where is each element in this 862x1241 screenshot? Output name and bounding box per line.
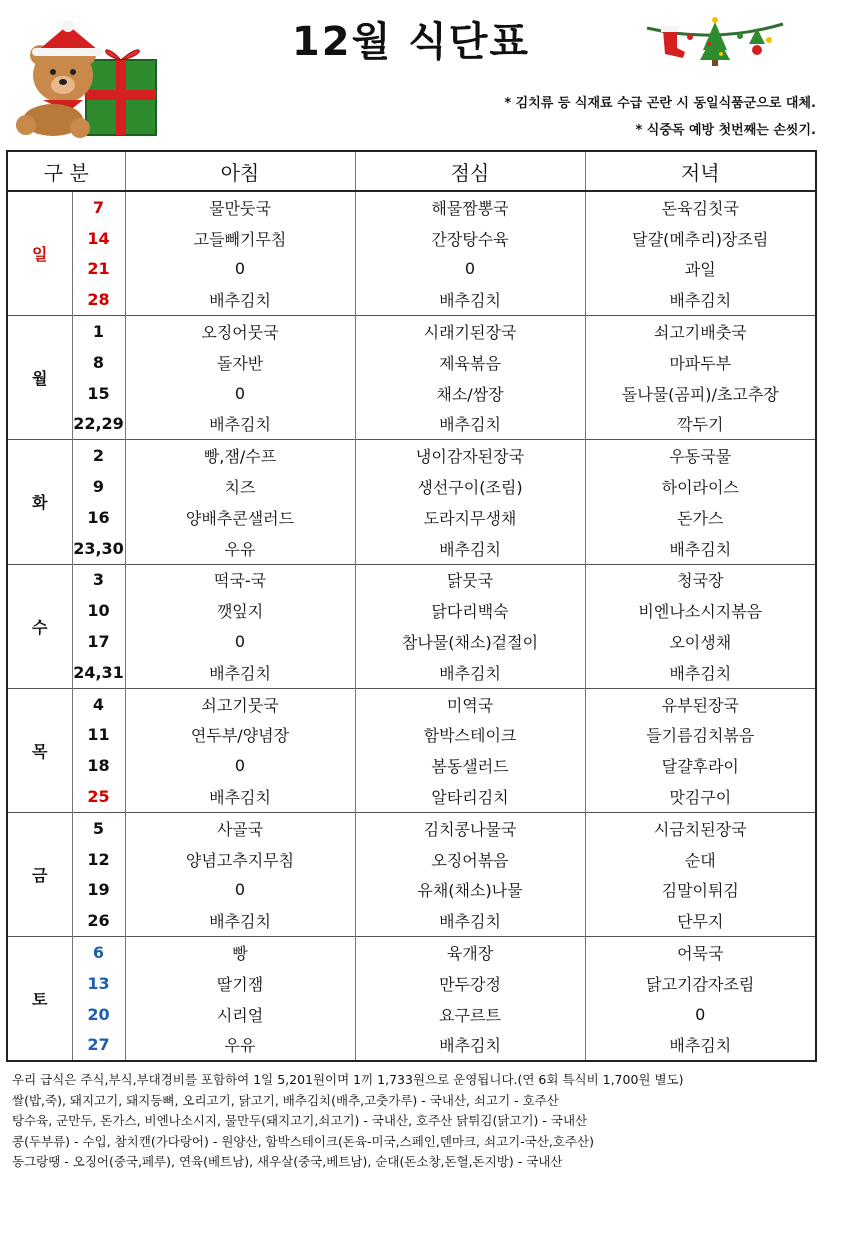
lunch-cell: 채소/쌈장: [355, 378, 585, 409]
breakfast-cell: 깻잎지: [125, 595, 355, 626]
date-cell: 4: [72, 688, 125, 719]
lunch-cell: 만두강정: [355, 968, 585, 999]
dinner-cell: 배추김치: [585, 533, 816, 564]
date-cell: 1: [72, 316, 125, 347]
breakfast-cell: 치즈: [125, 471, 355, 502]
footer-origin-line: 콩(두부류) - 수입, 참치캔(가다랑어) - 원양산, 함박스테이크(돈육-미국,스페인,덴마크, 쇠고기-국산,호주산): [12, 1133, 594, 1149]
lunch-cell: 배추김치: [355, 905, 585, 936]
date-cell: 13: [72, 968, 125, 999]
date-cell: 22,29: [72, 409, 125, 440]
footer-notice: [12, 1070, 852, 1173]
dinner-cell: 배추김치: [585, 1030, 816, 1062]
table-row: [7, 688, 816, 719]
date-cell: 23,30: [72, 533, 125, 564]
footer-origin-line: 쌀(밥,죽), 돼지고기, 돼지등뼈, 오리고기, 닭고기, 배추김치(배추,고춧가루) - 국내산, 쇠고기 - 호주산: [12, 1092, 559, 1108]
table-row: [7, 284, 816, 315]
table-row: [7, 937, 816, 968]
table-row: [7, 502, 816, 533]
date-cell: 15: [72, 378, 125, 409]
lunch-cell: 김치콩나물국: [355, 812, 585, 843]
day-label: 금: [7, 812, 72, 936]
footer-cost-line: 우리 급식은 주식,부식,부대경비를 포함하여 1일 5,201원이며 1끼 1,733원으로 운영됩니다.(연 6회 특식비 1,700원 별도): [12, 1072, 684, 1087]
lunch-cell: 시래기된장국: [355, 316, 585, 347]
breakfast-cell: 배추김치: [125, 409, 355, 440]
lunch-cell: 오징어볶음: [355, 844, 585, 875]
date-cell: 12: [72, 844, 125, 875]
date-cell: 21: [72, 254, 125, 285]
breakfast-cell: 0: [125, 378, 355, 409]
table-row: [7, 626, 816, 657]
header-category: 구 분: [7, 151, 125, 191]
dinner-cell: 순대: [585, 844, 816, 875]
lunch-cell: 배추김치: [355, 1030, 585, 1062]
table-row: [7, 440, 816, 471]
lunch-cell: 미역국: [355, 688, 585, 719]
dinner-cell: 단무지: [585, 905, 816, 936]
date-cell: 18: [72, 750, 125, 781]
table-row: [7, 316, 816, 347]
lunch-cell: 냉이감자된장국: [355, 440, 585, 471]
table-row: [7, 781, 816, 812]
table-row: [7, 223, 816, 254]
table-row: [7, 720, 816, 751]
teddy-bear-gift-icon: [8, 20, 158, 140]
lunch-cell: 봄동샐러드: [355, 750, 585, 781]
dinner-cell: 0: [585, 999, 816, 1030]
dinner-cell: 닭고기감자조림: [585, 968, 816, 999]
table-row: [7, 750, 816, 781]
christmas-garland-icon: [645, 10, 785, 70]
date-cell: 8: [72, 347, 125, 378]
breakfast-cell: 사골국: [125, 812, 355, 843]
table-row: [7, 564, 816, 595]
breakfast-cell: 돌자반: [125, 347, 355, 378]
lunch-cell: 간장탕수육: [355, 223, 585, 254]
date-cell: 27: [72, 1030, 125, 1062]
dinner-cell: 배추김치: [585, 657, 816, 688]
menu-table: [6, 150, 817, 1062]
breakfast-cell: 쇠고기뭇국: [125, 688, 355, 719]
notes: [504, 90, 816, 144]
breakfast-cell: 물만둣국: [125, 191, 355, 223]
table-row: [7, 471, 816, 502]
note-substitution: * 김치류 등 식재료 수급 곤란 시 동일식품군으로 대체.: [504, 96, 816, 111]
table-row: [7, 999, 816, 1030]
table-row: [7, 347, 816, 378]
date-cell: 25: [72, 781, 125, 812]
breakfast-cell: 떡국-국: [125, 564, 355, 595]
lunch-cell: 유채(채소)나물: [355, 875, 585, 906]
dinner-cell: 오이생채: [585, 626, 816, 657]
breakfast-cell: 우유: [125, 1030, 355, 1062]
dinner-cell: 쇠고기배춧국: [585, 316, 816, 347]
dinner-cell: 마파두부: [585, 347, 816, 378]
header-dinner: 저녁: [585, 151, 816, 191]
dinner-cell: 달걀후라이: [585, 750, 816, 781]
dinner-cell: 하이라이스: [585, 471, 816, 502]
day-label: 토: [7, 937, 72, 1062]
table-row: [7, 657, 816, 688]
dinner-cell: 비엔나소시지볶음: [585, 595, 816, 626]
dinner-cell: 돈육김칫국: [585, 191, 816, 223]
day-label: 화: [7, 440, 72, 564]
header-breakfast: 아침: [125, 151, 355, 191]
dinner-cell: 어묵국: [585, 937, 816, 968]
breakfast-cell: 시리얼: [125, 999, 355, 1030]
breakfast-cell: 고들빼기무침: [125, 223, 355, 254]
page-title: 12월 식단표: [291, 19, 531, 65]
date-cell: 10: [72, 595, 125, 626]
breakfast-cell: 배추김치: [125, 905, 355, 936]
date-cell: 28: [72, 284, 125, 315]
table-row: [7, 844, 816, 875]
breakfast-cell: 0: [125, 875, 355, 906]
dinner-cell: 유부된장국: [585, 688, 816, 719]
breakfast-cell: 딸기잼: [125, 968, 355, 999]
dinner-cell: 들기름김치볶음: [585, 720, 816, 751]
table-row: [7, 812, 816, 843]
dinner-cell: 돌나물(곰피)/초고추장: [585, 378, 816, 409]
table-row: [7, 378, 816, 409]
menu-body: [7, 191, 816, 1061]
dinner-cell: 우동국물: [585, 440, 816, 471]
date-cell: 9: [72, 471, 125, 502]
date-cell: 26: [72, 905, 125, 936]
breakfast-cell: 배추김치: [125, 657, 355, 688]
lunch-cell: 요구르트: [355, 999, 585, 1030]
lunch-cell: 함박스테이크: [355, 720, 585, 751]
breakfast-cell: 0: [125, 626, 355, 657]
date-cell: 16: [72, 502, 125, 533]
note-handwashing: * 식중독 예방 첫번째는 손씻기.: [635, 123, 816, 138]
breakfast-cell: 양배추콘샐러드: [125, 502, 355, 533]
lunch-cell: 참나물(채소)겉절이: [355, 626, 585, 657]
dinner-cell: 김말이튀김: [585, 875, 816, 906]
date-cell: 24,31: [72, 657, 125, 688]
lunch-cell: 배추김치: [355, 533, 585, 564]
footer-origin-line: 동그랑땡 - 오징어(중국,페루), 연육(베트남), 새우살(중국,베트남), 순대(돈소창,돈혈,돈지방) - 국내산: [12, 1154, 563, 1169]
lunch-cell: 배추김치: [355, 657, 585, 688]
dinner-cell: 시금치된장국: [585, 812, 816, 843]
dinner-cell: 청국장: [585, 564, 816, 595]
table-row: [7, 191, 816, 223]
date-cell: 7: [72, 191, 125, 223]
breakfast-cell: 빵,잼/수프: [125, 440, 355, 471]
date-cell: 20: [72, 999, 125, 1030]
day-label: 월: [7, 316, 72, 440]
table-row: [7, 595, 816, 626]
breakfast-cell: 배추김치: [125, 781, 355, 812]
table-row: [7, 968, 816, 999]
dinner-cell: 깍두기: [585, 409, 816, 440]
lunch-cell: 도라지무생채: [355, 502, 585, 533]
day-label: 목: [7, 688, 72, 812]
header-lunch: 점심: [355, 151, 585, 191]
lunch-cell: 0: [355, 254, 585, 285]
lunch-cell: 생선구이(조림): [355, 471, 585, 502]
lunch-cell: 배추김치: [355, 284, 585, 315]
table-row: [7, 254, 816, 285]
dinner-cell: 달걀(메추리)장조림: [585, 223, 816, 254]
dinner-cell: 돈가스: [585, 502, 816, 533]
breakfast-cell: 양념고추지무침: [125, 844, 355, 875]
footer-origin-line: 탕수육, 군만두, 돈가스, 비엔나소시지, 물만두(돼지고기,쇠고기) - 국내산, 호주산 닭튀김(닭고기) - 국내산: [12, 1113, 588, 1128]
breakfast-cell: 오징어뭇국: [125, 316, 355, 347]
lunch-cell: 배추김치: [355, 409, 585, 440]
breakfast-cell: 빵: [125, 937, 355, 968]
date-cell: 6: [72, 937, 125, 968]
lunch-cell: 닭다리백숙: [355, 595, 585, 626]
table-row: [7, 533, 816, 564]
date-cell: 17: [72, 626, 125, 657]
breakfast-cell: 우유: [125, 533, 355, 564]
dinner-cell: 배추김치: [585, 284, 816, 315]
date-cell: 11: [72, 720, 125, 751]
breakfast-cell: 0: [125, 750, 355, 781]
dinner-cell: 맛김구이: [585, 781, 816, 812]
dinner-cell: 과일: [585, 254, 816, 285]
lunch-cell: 제육볶음: [355, 347, 585, 378]
date-cell: 3: [72, 564, 125, 595]
lunch-cell: 알타리김치: [355, 781, 585, 812]
breakfast-cell: 배추김치: [125, 284, 355, 315]
table-row: [7, 875, 816, 906]
breakfast-cell: 연두부/양념장: [125, 720, 355, 751]
day-label: 일: [7, 191, 72, 316]
table-row: [7, 905, 816, 936]
table-row: [7, 1030, 816, 1062]
lunch-cell: 육개장: [355, 937, 585, 968]
lunch-cell: 해물짬뽕국: [355, 191, 585, 223]
day-label: 수: [7, 564, 72, 688]
date-cell: 19: [72, 875, 125, 906]
lunch-cell: 닭뭇국: [355, 564, 585, 595]
breakfast-cell: 0: [125, 254, 355, 285]
table-row: [7, 409, 816, 440]
date-cell: 14: [72, 223, 125, 254]
date-cell: 2: [72, 440, 125, 471]
table-header-row: [7, 151, 816, 191]
date-cell: 5: [72, 812, 125, 843]
